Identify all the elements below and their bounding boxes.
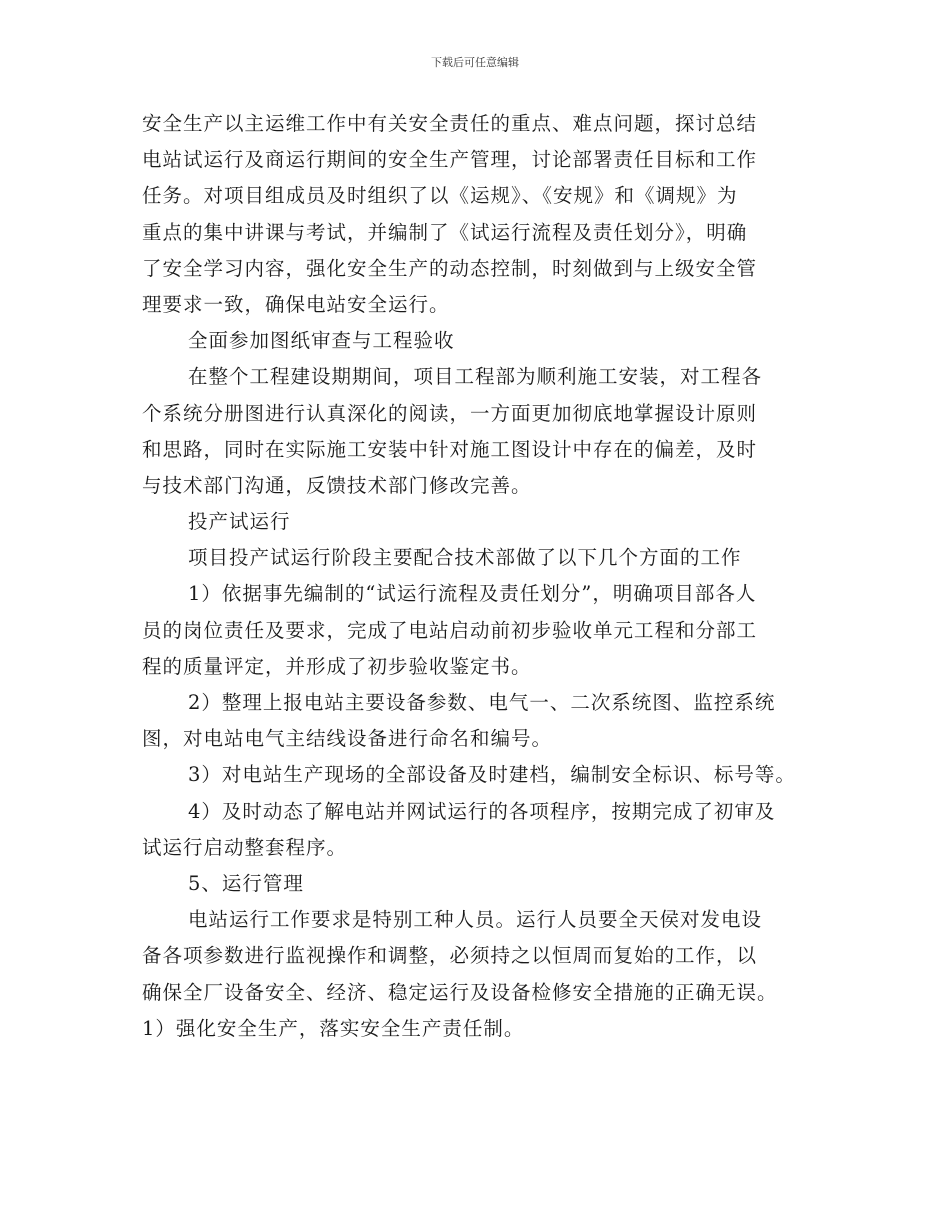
text-line: 备各项参数进行监视操作和调整，必须持之以恒周而复始的工作，以 xyxy=(142,944,758,968)
section-heading: 5、运行管理 xyxy=(188,871,304,895)
text-line: 1）强化安全生产，落实安全生产责任制。 xyxy=(142,1016,525,1040)
text-line: 任务。对项目组成员及时组织了以《运规》、《安规》和《调规》为 xyxy=(142,184,738,208)
body-text xyxy=(142,106,822,1047)
text-line: 确保全厂设备安全、经济、稳定运行及设备检修安全措施的正确无误。 xyxy=(142,980,778,1004)
text-line: 在整个工程建设期期间，项目工程部为顺利施工安装，对工程各 xyxy=(188,365,763,389)
text-line: 电站运行工作要求是特别工种人员。运行人员要全天侯对发电设 xyxy=(188,908,763,932)
text-line: 3）对电站生产现场的全部设备及时建档，编制安全标识、标号等。 xyxy=(188,763,796,787)
text-line: 图，对电站电气主结线设备进行命名和编号。 xyxy=(142,727,553,751)
text-line: 了安全学习内容，强化安全生产的动态控制，时刻做到与上级安全管 xyxy=(142,256,758,280)
text-line: 安全生产以主运维工作中有关安全责任的重点、难点问题，探讨总结 xyxy=(142,112,758,135)
text-line: 电站试运行及商运行期间的安全生产管理，讨论部署责任目标和工作 xyxy=(142,148,758,172)
text-line: 重点的集中讲课与考试，并编制了《试运行流程及责任划分》，明确 xyxy=(142,220,748,244)
text-line: 与技术部门沟通，反馈技术部门修改完善。 xyxy=(142,473,532,497)
section-heading: 投产试运行 xyxy=(188,510,291,534)
text-line: 项目投产试运行阶段主要配合技术部做了以下几个方面的工作 xyxy=(188,546,742,570)
text-line: 员的岗位责任及要求，完成了电站启动前初步验收单元工程和分部工 xyxy=(142,618,758,642)
section-heading: 全面参加图纸审查与工程验收 xyxy=(188,329,455,353)
page-header: 下载后可任意编辑 xyxy=(431,56,519,69)
text-line: 和思路，同时在实际施工安装中针对施工图设计中存在的偏差，及时 xyxy=(142,437,758,461)
text-line: 程的质量评定，并形成了初步验收鉴定书。 xyxy=(142,654,532,678)
text-line: 个系统分册图进行认真深化的阅读，一方面更加彻底地掌握设计原则 xyxy=(142,401,758,425)
text-line: 1）依据事先编制的“试运行流程及责任划分”，明确项目部各人 xyxy=(188,582,757,606)
text-line: 试运行启动整套程序。 xyxy=(142,835,348,859)
text-line: 理要求一致，确保电站安全运行。 xyxy=(142,292,450,316)
text-line: 2）整理上报电站主要设备参数、电气一、二次系统图、监控系统 xyxy=(188,691,776,714)
text-line: 4）及时动态了解电站并网试运行的各项程序，按期完成了初审及 xyxy=(188,799,776,823)
